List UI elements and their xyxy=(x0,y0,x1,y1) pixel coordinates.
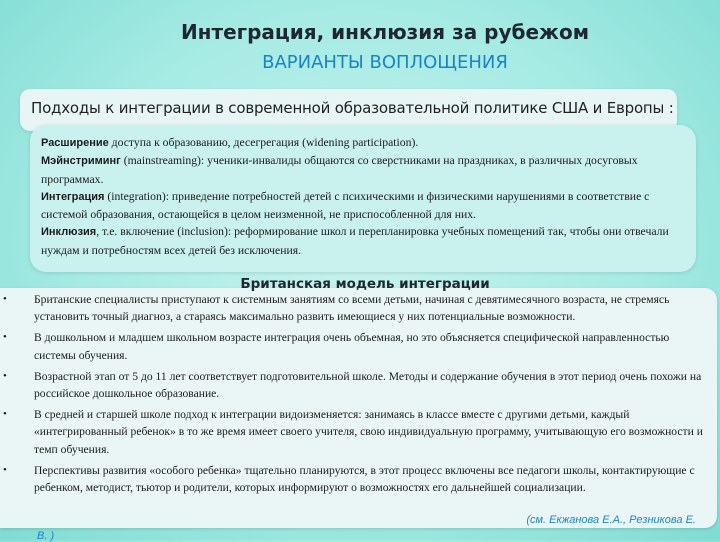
definition-text: (mainstreaming): ученики-инвалиды общаются со сверстниками на праздниках, в различных досуговых программах. xyxy=(41,154,638,186)
list-item xyxy=(2,462,704,497)
list-item xyxy=(2,329,704,364)
page-title: Интеграция, инклюзия за рубежом xyxy=(180,20,590,44)
list-item xyxy=(2,291,704,326)
citation-continuation: В. ) xyxy=(37,530,55,542)
definition-text: (integration): приведение потребностей детей с психическими и физическими нарушениями в соответствие с системой образования, остающейся в целом неизменной, не приспособленной для них. xyxy=(41,189,650,222)
definition-term: Расширение xyxy=(41,137,109,149)
definition-term: Инклюзия xyxy=(41,226,97,239)
definition-term: Интеграция xyxy=(41,190,105,203)
approaches-heading: Подходы к интеграции в современной образовательной политике США и Европы : xyxy=(31,99,674,117)
bullet-icon: • xyxy=(3,293,7,305)
list-item-text: Британские специалисты приступают к системным занятиям со всеми детьми, начиная с девятимесячного возраста, не стремясь установить точный диагноз, а стараясь максимально развить имеющиеся у них потенциальные возможности. xyxy=(34,293,670,324)
definition-term: Мэйнстриминг xyxy=(41,155,121,168)
bullet-icon: • xyxy=(3,407,7,420)
list-item xyxy=(2,368,704,403)
definition-text: доступа к образованию, десегрегация (widening participation). xyxy=(108,136,419,149)
definition-text: , т.е. включение (inclusion): реформирование школ и перепланировка учебных помещений так, чтобы они отвечали нуждам и потребностям всех детей без исключения. xyxy=(41,225,669,257)
bullet-icon: • xyxy=(3,369,7,382)
list-item-text: В средней и старшей школе подход к интеграции видоизменяется: занимаясь в классе вместе с другими детьми, каждый «интегрированный ребенок» в то же время имеет своего учителя, свою индивидуальную программу, учитывающую его возможности и темп обучения. xyxy=(34,407,703,456)
page-subtitle: ВАРИАНТЫ ВОПЛОЩЕНИЯ xyxy=(262,52,508,73)
definition-item xyxy=(41,223,691,259)
definition-item xyxy=(41,134,691,152)
british-model-title: Британская модель интеграции xyxy=(240,276,490,292)
list-item-text: Возрастной этап от 5 до 11 лет соответствует подготовительной школе. Методы и содержание обучения в этот период очень похожи на российское дошкольное образование. xyxy=(34,369,702,401)
definition-item xyxy=(41,152,691,188)
definition-item xyxy=(41,188,691,224)
list-item-text: В дошкольном и младшем школьном возрасте интеграция очень объемная, но это объясняется специфической направленностью системы обучения. xyxy=(34,331,670,362)
list-item xyxy=(2,406,704,458)
citation: (см. Екжанова Е.А., Резникова Е. xyxy=(526,514,696,526)
british-model-list xyxy=(2,291,704,500)
list-item-text: Перспективы развития «особого ребенка» тщательно планируются, в этот процесс включены все педагоги школы, контактирующие с ребенком, методист, тьютор и родители, которых информируют о возможностях его дальнейшей социализации. xyxy=(34,463,695,495)
bullet-icon: • xyxy=(3,463,7,476)
definitions-list xyxy=(41,134,691,259)
bullet-icon: • xyxy=(3,331,7,344)
